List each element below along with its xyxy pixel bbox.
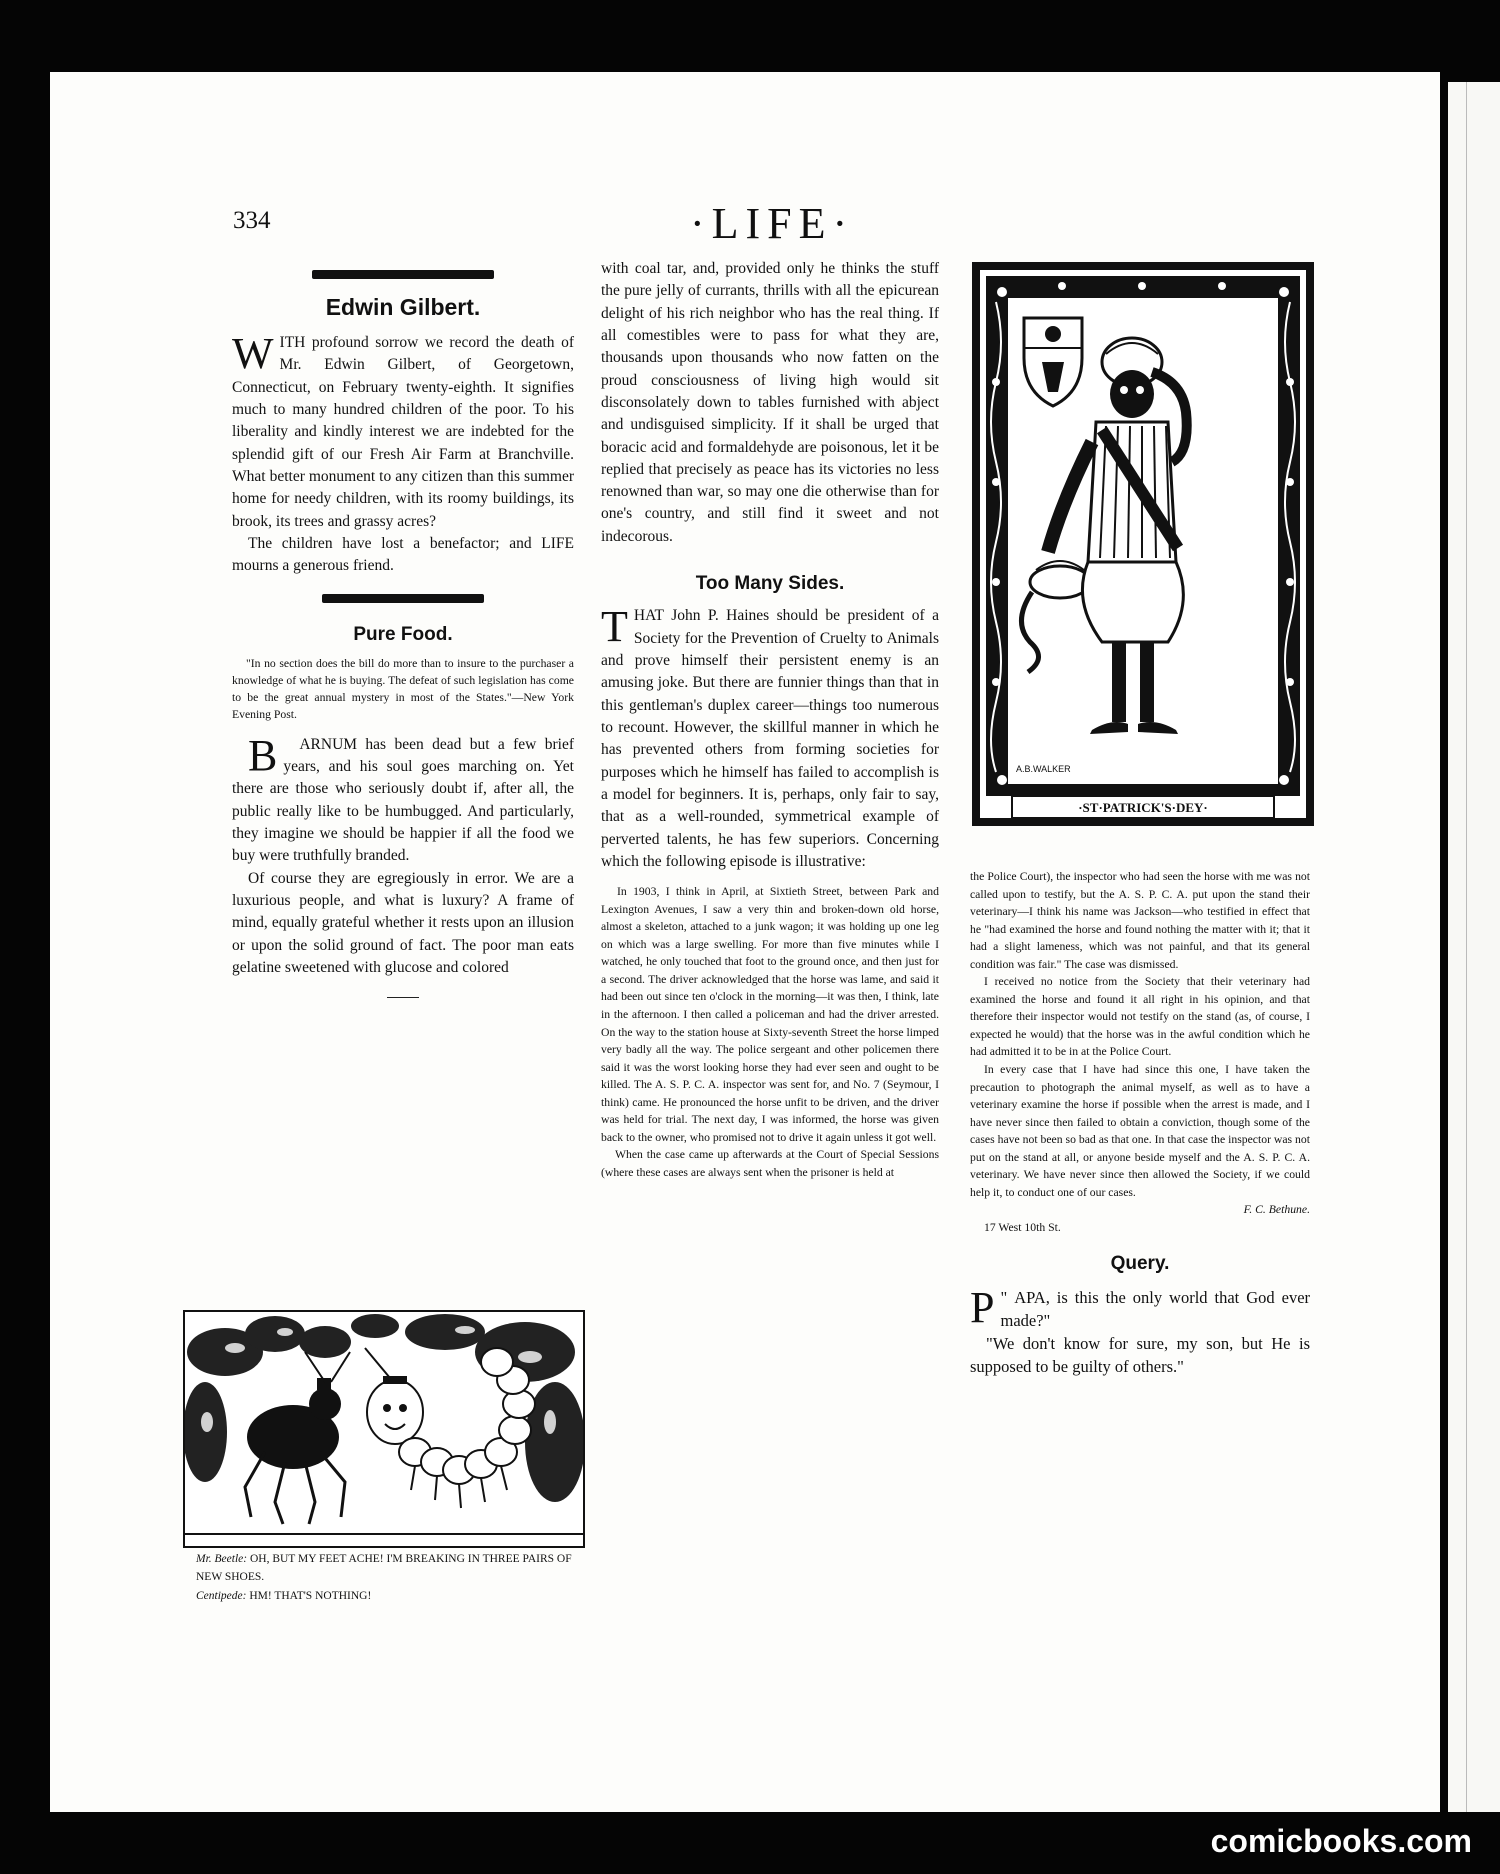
beetle-centipede-drawing: [185, 1312, 583, 1546]
letter-address: 17 West 10th St.: [984, 1220, 1061, 1234]
letter-para-1: In 1903, I think in April, at Sixtieth Street, between Park and Lexington Avenues, I saw a very thin and broken-down old horse, almost a skeleton, attached to a junk wagon; it was holding up one leg on which was a large swelling. For more than five minutes while I watched, he only touched that foot to the ground once, and then just for a second. The driver acknowledged that the horse was lame, and said it had been out since ten o'clock in the morning—it was then, I think, late in the afternoon. I then called a policeman and had the driver arrested. On the way to the station house at Sixty-seventh Street the horse limped very badly all the way. The police sergeant and other policemen there said it was the worst looking horse they had ever seen and ought to be killed. The A. S. P. C. A. inspector was sent for, and No. 7 (Seymour, I think) came. He pronounced the horse unfit to be driven, and the driver was held for trial. The next day, I was informed, the horse was given back to the owner, who promised not to drive it again unless it got well.: [601, 885, 939, 1144]
page-number: 334: [233, 207, 271, 234]
too-many-sides-heading: Too Many Sides.: [695, 573, 845, 595]
too-many-sides-para-1: THAT John P. Haines should be president of a Society for the Prevention of Cruelty to Animals and prove himself their persistent enemy is an amusing joke. But there are funnier things than that in this gentleman's duplex career—things too numerous to recount. However, the skillful manner in which he has prevented others from forming societies for purposes which he himself has failed to accomplish is a model for beginners. It is, perhaps, only fair to say, that as a well-rounded, symmetrical example of perverted talents, he has few superiors. Concerning which the following episode is illustrative:: [601, 602, 939, 870]
letter-para-2: When the case came up afterwards at the Court of Special Sessions (where these cases are always sent when the prisoner is held at: [601, 1148, 939, 1179]
dropcap-t: T: [601, 602, 628, 652]
caption-line-beetle: OH, BUT MY FEET ACHE! I'M BREAKING IN THREE PAIRS OF NEW SHOES.: [196, 1553, 572, 1584]
column-left: [232, 262, 574, 998]
pure-food-epigraph: "In no section does the bill do more than to insure to the purchaser a knowledge of what he is buying. The defeat of such legislation has come to be the great annual mystery in most of the States."—New York Evening Post.: [232, 656, 574, 721]
dropcap-w: W: [232, 329, 274, 379]
adjacent-page-edge: [1448, 82, 1500, 1812]
edwin-gilbert-heading: Edwin Gilbert.: [325, 294, 481, 320]
pure-food-para-3: with coal tar, and, provided only he thinks the stuff the pure jelly of currants, thrills with all the epicurean delight of his rich neighbor who has the real thing. If all comestibles were to pass for what they are, thousands upon thousands who now fatten on the proud consciousness of living high would sit disconsolately down to tables furnished with abject and undisguised simplicity. If it shall be urged that boracic acid and formaldehyde are poisonous, let it be replied that precisely as peace has its victories no less renowned than war, so may one die otherwise than for one's country, and still find it sweet and not indecorous.: [601, 260, 939, 545]
column-middle: [601, 258, 939, 1181]
masthead-title: ·LIFE·: [690, 199, 855, 248]
pure-food-heading: Pure Food.: [353, 623, 453, 645]
letter-para-4: I received no notice from the Society that their veterinary had examined the horse and found it all right in his opinion, and that therefore their inspector would not testify on the stand (as, of course, I expected he would) that the horse was in the awful condition which he had admitted it to be in at the Police Court.: [970, 975, 1310, 1059]
pure-food-para-2: Of course they are egregiously in error. We are a luxurious people, and what is luxury? A frame of mind, equally grateful whether it rests upon an illusion or upon the solid ground of fact. The poor man eats gelatine sweetened with glucose and colored: [232, 869, 574, 976]
query-question: " P APA, is this the only world that God ever made?": [970, 1282, 1311, 1332]
pure-food-para-1: B ARNUM has been dead but a few brief years, and his soul goes marching on. Yet there are those who seriously doubt if, after all, the public really like to be humbugged. And particularly, they imagine we should be happier if all the food we buy were truthfully branded.: [232, 730, 574, 865]
short-rule: [387, 997, 419, 998]
st-patricks-drawing: [972, 262, 1314, 826]
caption-speaker-centipede: Centipede:: [196, 1589, 247, 1602]
caption-speaker-beetle: Mr. Beetle:: [196, 1553, 248, 1565]
dropcap-p: P: [970, 1282, 995, 1332]
section-rule: [322, 594, 484, 603]
st-patricks-dey-cartoon: [972, 262, 1314, 826]
caption-line-centipede: HM! THAT'S NOTHING!: [249, 1589, 372, 1602]
artist-signature: A.B.WALKER: [1016, 764, 1071, 774]
letter-signature: F. C. Bethune.: [1243, 1203, 1310, 1217]
dropcap-b: B: [248, 730, 278, 780]
beetle-cartoon-caption: [196, 1550, 586, 1605]
beetle-centipede-cartoon: [183, 1310, 585, 1548]
section-rule: [312, 270, 494, 279]
site-watermark: comicbooks.com: [1210, 1823, 1472, 1859]
letter-para-3: the Police Court), the inspector who had seen the horse with me was not called upon to testify, but the A. S. P. C. A. put upon the stand their veterinary—I think his name was Jackson—who testified in effect that he "had examined the horse and found nothing the matter with it; that it had a slight lameness, which was not painful, and that its general condition was fair." The case was dismissed.: [970, 870, 1310, 971]
query-answer: "We don't know for sure, my son, but He is supposed to be guilty of others.": [970, 1334, 1310, 1377]
edwin-gilbert-para-2: The children have lost a benefactor; and LIFE mourns a generous friend.: [232, 534, 574, 575]
edwin-gilbert-para-1: WITH profound sorrow we record the death of Mr. Edwin Gilbert, of Georgetown, Connecticut, on February twenty-eighth. It signifies much to many hundred children of the poor. To his liberality and kindly interest we are indebted for the splendid gift of our Fresh Air Farm at Branchville. What better monument to any citizen than this summer home for needy children, with its roomy buildings, its brook, its trees and grassy acres?: [232, 329, 574, 530]
st-patricks-caption: ·ST·PATRICK'S·DEY·: [1078, 800, 1208, 815]
column-right: [970, 868, 1310, 1378]
letter-para-5: In every case that I have had since this one, I have taken the precaution to photograph the animal myself, as well as to have a veterinary examine the horse if possible when the arrest is made, and I have never since then failed to obtain a conviction, though some of the cases have not been so bad as that one. In that case the inspector was not put on the stand at all, or anyone beside myself and the A. S. P. C. A. veterinary. We have never since then allowed the Society, if we could help it, to conduct one of our cases.: [970, 1063, 1310, 1199]
query-heading: Query.: [1110, 1253, 1170, 1275]
